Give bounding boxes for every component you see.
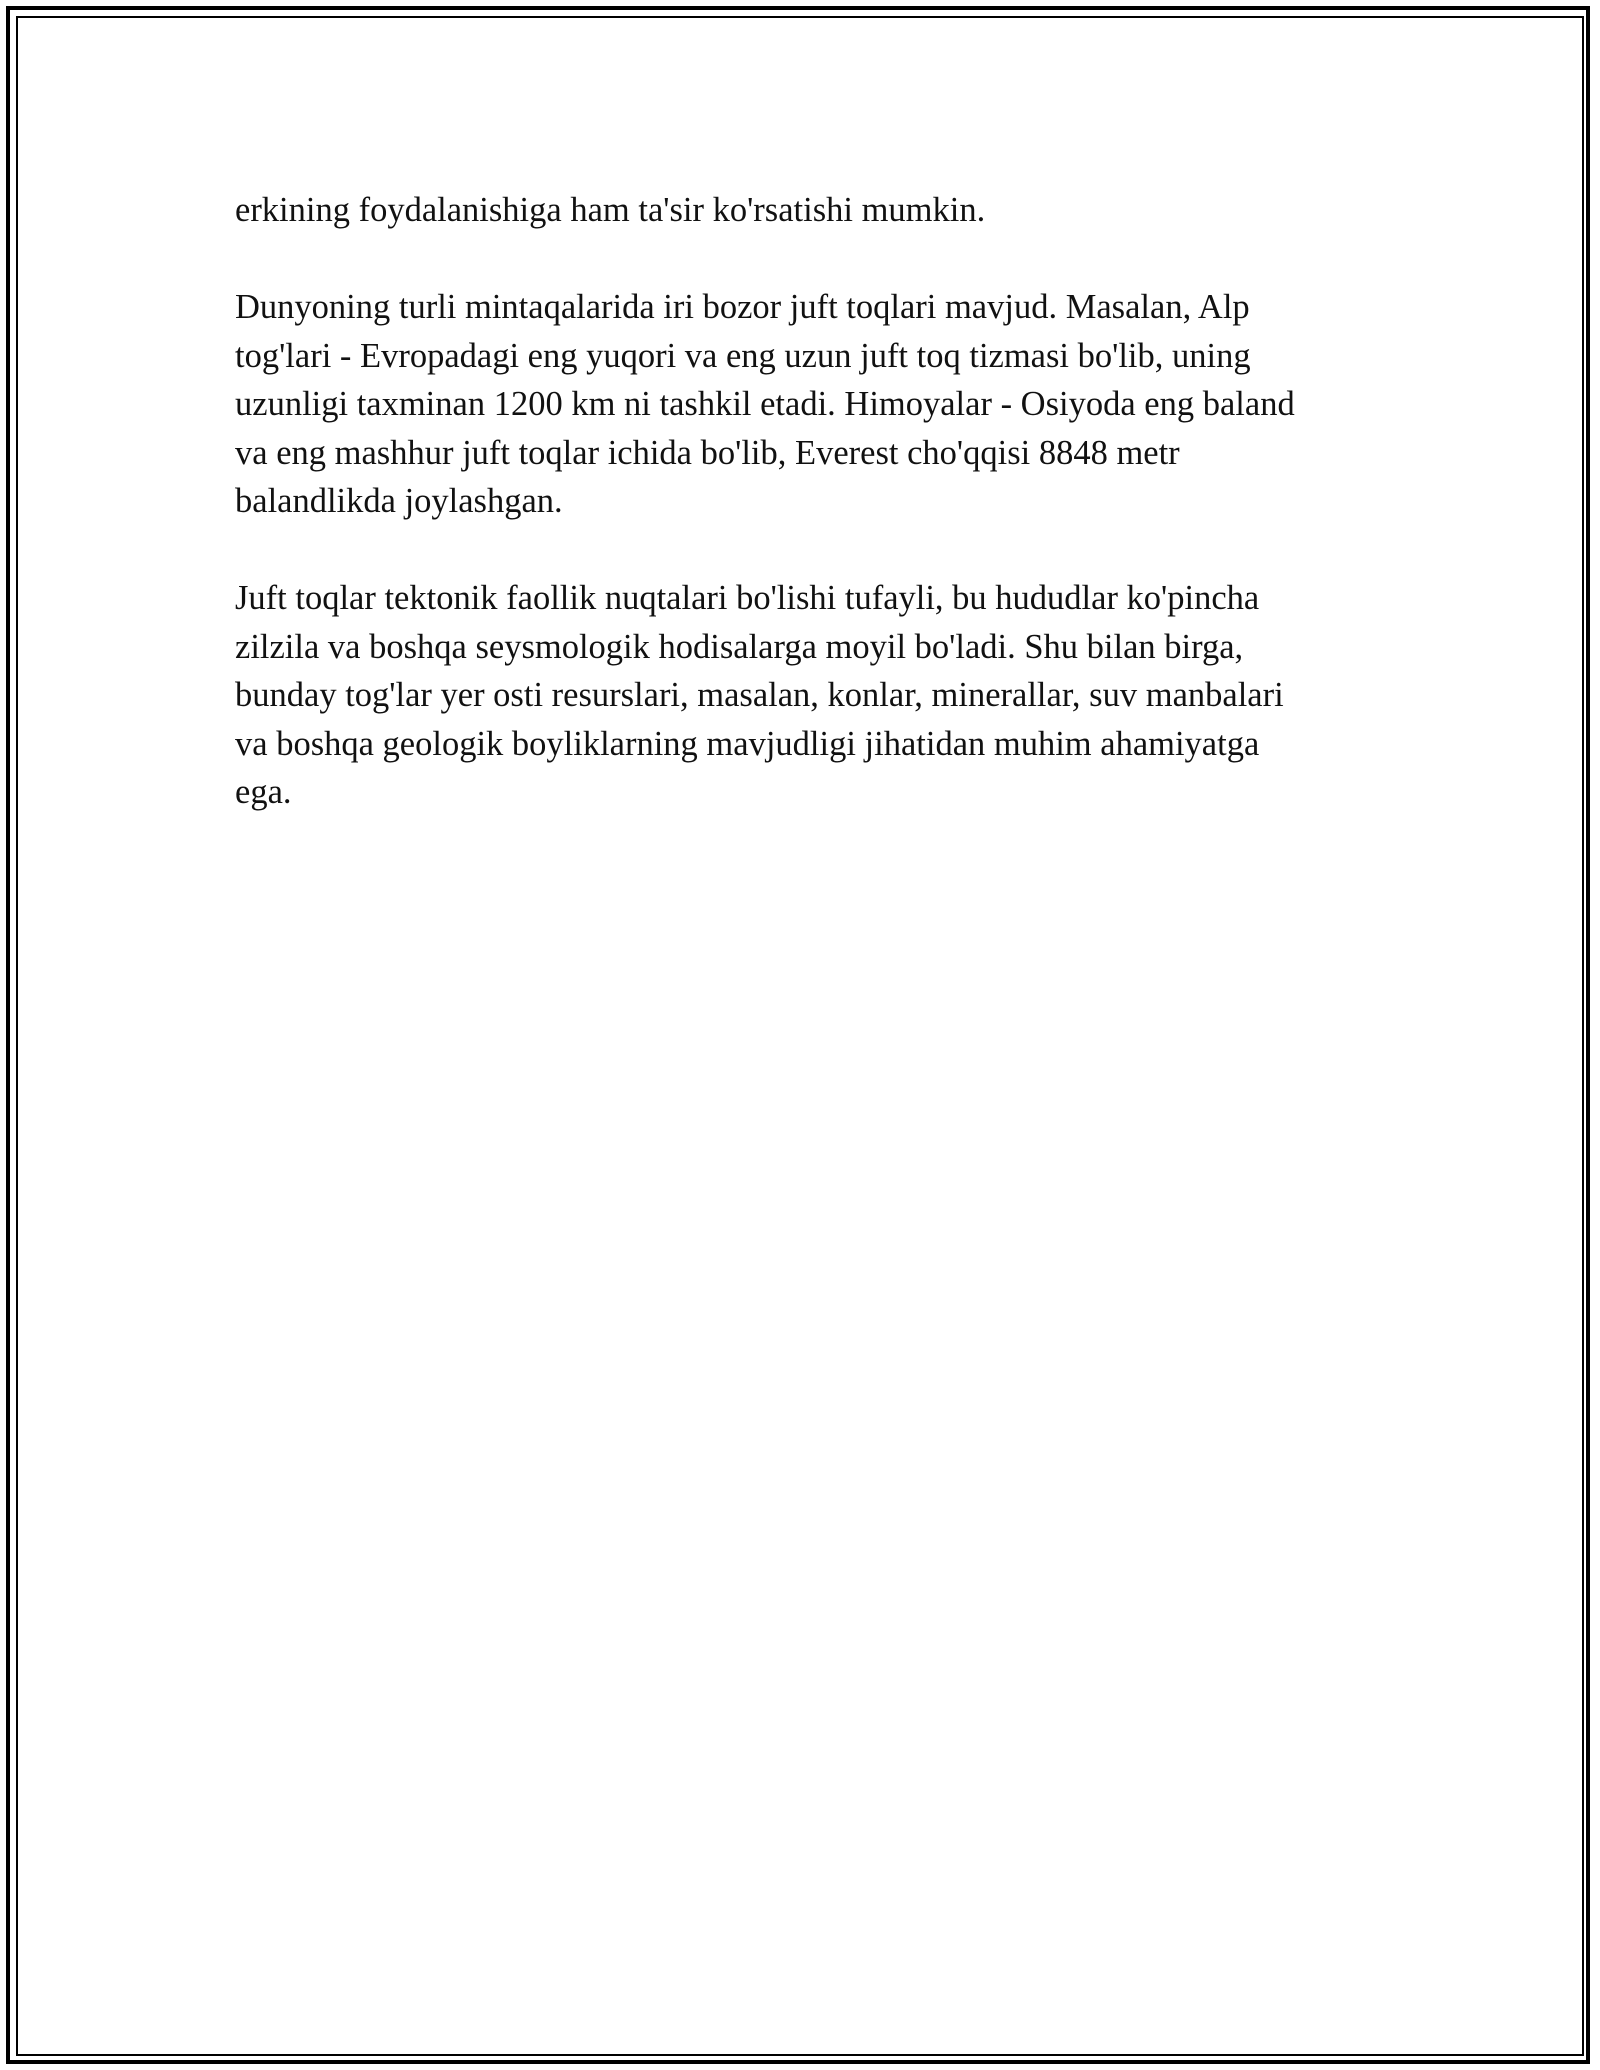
paragraph-1: erkining foydalanishiga ham ta'sir ko'rsatishi mumkin. — [235, 191, 986, 229]
paragraph-3: Juft toqlar tektonik faollik nuqtalari bo'lishi tufayli, bu hududlar ko'pincha zilzila va boshqa seysmologik hodisalarga moyil bo'ladi. Shu bilan birga, bunday tog'lar yer osti resurslari, masalan, konlar, minerallar, suv manbalari va boshqa geologik boyliklarning mavjudligi jihatidan muhim ahamiyatga ega. — [235, 579, 1284, 811]
document-body — [235, 186, 1365, 865]
paragraph-2: Dunyoning turli mintaqalarida iri bozor juft toqlari mavjud. Masalan, Alp tog'lari - Evropadagi eng yuqori va eng uzun juft toq tizmasi bo'lib, uning uzunligi taxminan 1200 km ni tashkil etadi. Himoyalar - Osiyoda eng baland va eng mashhur juft toqlar ichida bo'lib, Everest cho'qqisi 8848 metr balandlikda joylashgan. — [235, 288, 1295, 520]
